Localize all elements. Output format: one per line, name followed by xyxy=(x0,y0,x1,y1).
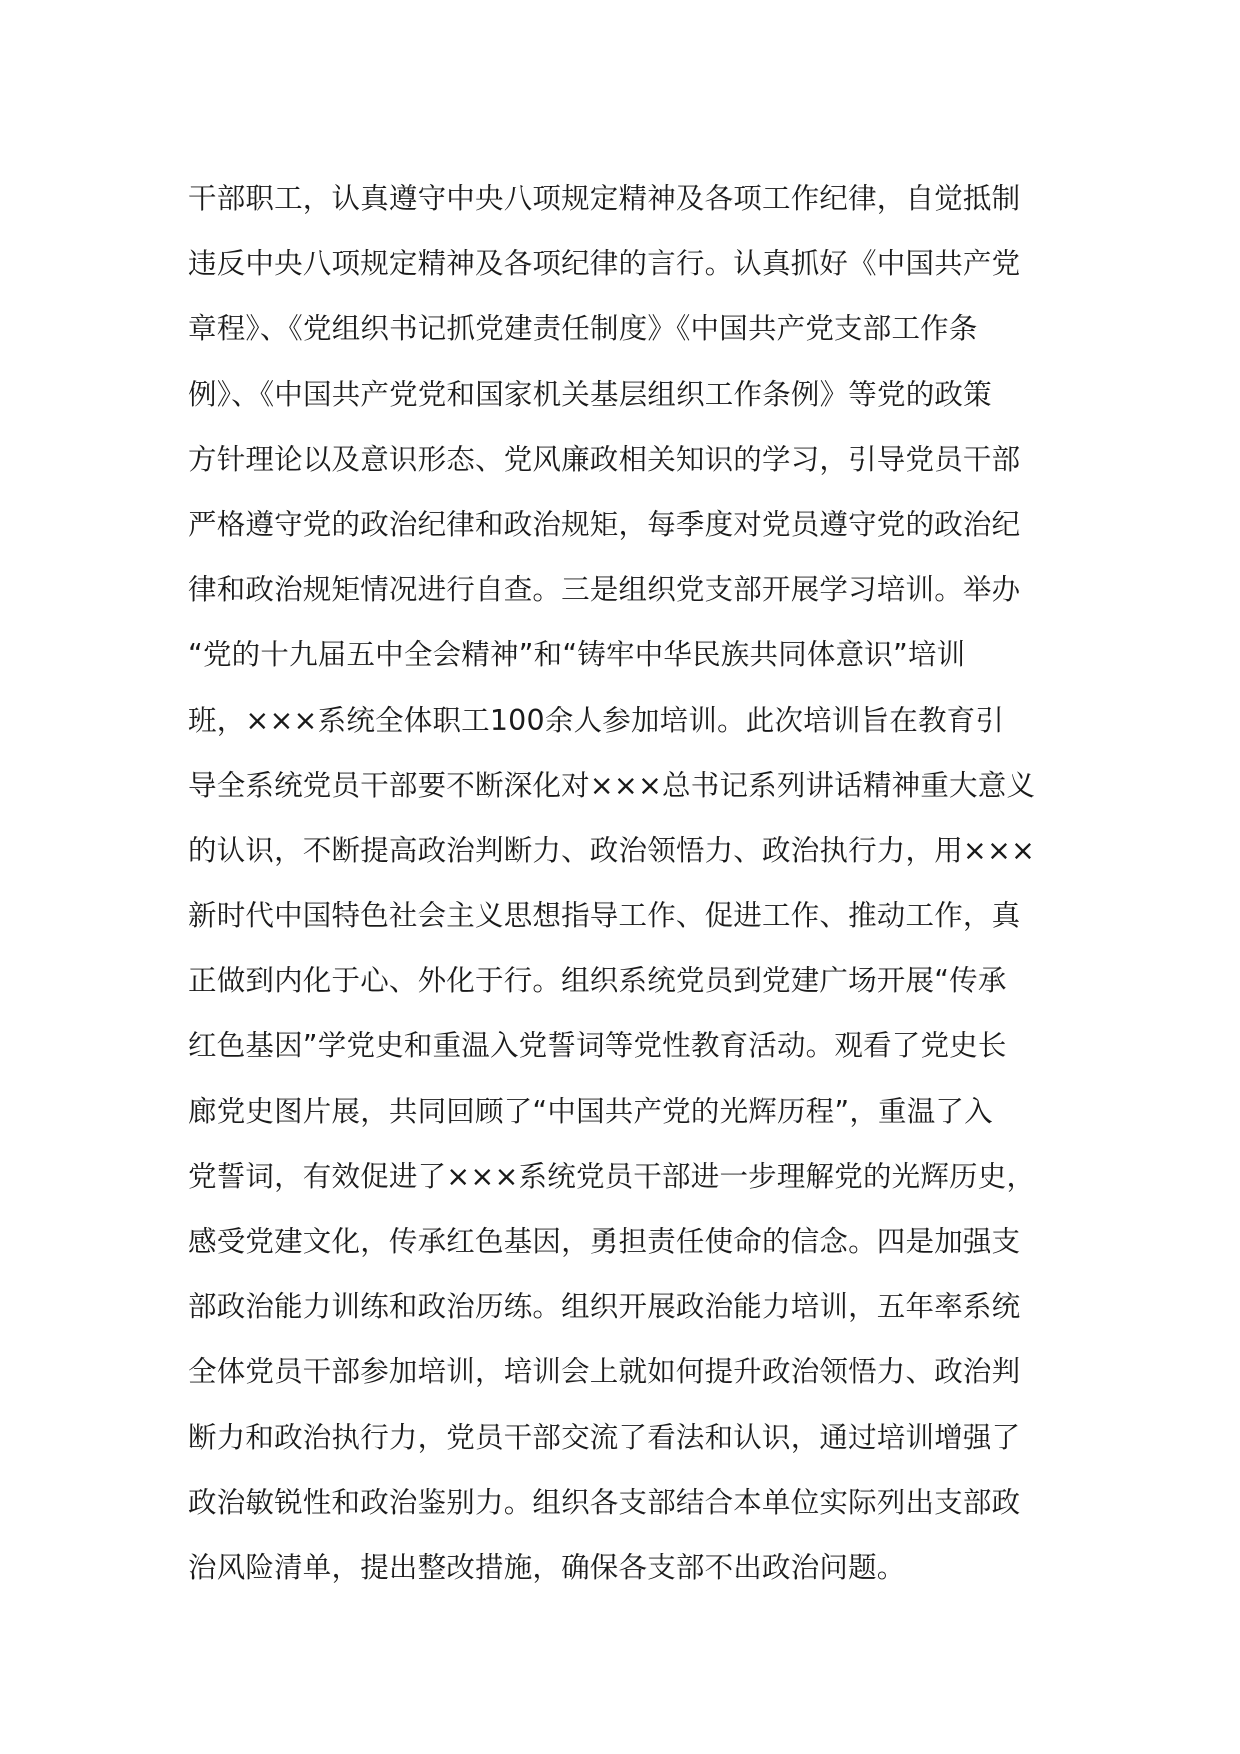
text-line: 严格遵守党的政治纪律和政治规矩，每季度对党员遵守党的政治纪 xyxy=(188,507,1021,541)
text-line: 廊党史图片展，共同回顾了“中国共产党的光辉历程”，重温了入 xyxy=(188,1094,993,1128)
text-line: 治风险清单，提出整改措施，确保各支部不出政治问题。 xyxy=(188,1550,906,1584)
text-line: 红色基因”学党史和重温入党誓词等党性教育活动。观看了党史长 xyxy=(188,1029,1007,1063)
text-line: 章程》、《党组织书记抓党建责任制度》《中国共产党支部工作条 xyxy=(188,312,978,346)
text-line: 方针理论以及意识形态、党风廉政相关知识的学习，引导党员干部 xyxy=(188,442,1021,476)
text-line: 新时代中国特色社会主义思想指导工作、促进工作、推动工作，真 xyxy=(188,899,1021,933)
text-line: 部政治能力训练和政治历练。组织开展政治能力培训，五年率系统 xyxy=(188,1290,1021,1324)
text-line: 班，×××系统全体职工100余人参加培训。此次培训旨在教育引 xyxy=(188,703,1005,737)
text-line: 干部职工，认真遵守中央八项规定精神及各项工作纪律，自觉抵制 xyxy=(188,182,1021,215)
text-line: 全体党员干部参加培训，培训会上就如何提升政治领悟力、政治判 xyxy=(188,1355,1021,1389)
text-line: 律和政治规矩情况进行自查。三是组织党支部开展学习培训。举办 xyxy=(188,573,1021,607)
body-text xyxy=(188,166,1068,1600)
text-line: 的认识，不断提高政治判断力、政治领悟力、政治执行力，用××× xyxy=(188,833,1036,867)
text-line: “党的十九届五中全会精神”和“铸牢中华民族共同体意识”培训 xyxy=(188,638,966,672)
text-line: 政治敏锐性和政治鉴别力。组织各支部结合本单位实际列出支部政 xyxy=(188,1485,1021,1519)
text-line: 导全系统党员干部要不断深化对×××总书记系列讲话精神重大意义 xyxy=(188,768,1036,802)
text-line: 正做到内化于心、外化于行。组织系统党员到党建广场开展“传承 xyxy=(188,964,1007,998)
text-line: 断力和政治执行力，党员干部交流了看法和认识，通过培训增强了 xyxy=(188,1420,1021,1454)
text-line: 违反中央八项规定精神及各项纪律的言行。认真抓好《中国共产党 xyxy=(188,247,1021,281)
text-line: 感受党建文化，传承红色基因，勇担责任使命的信念。四是加强支 xyxy=(188,1225,1021,1258)
text-line: 例》、《中国共产党党和国家机关基层组织工作条例》等党的政策 xyxy=(188,377,992,411)
text-line: 党誓词，有效促进了×××系统党员干部进一步理解党的光辉历史， xyxy=(188,1159,1036,1193)
